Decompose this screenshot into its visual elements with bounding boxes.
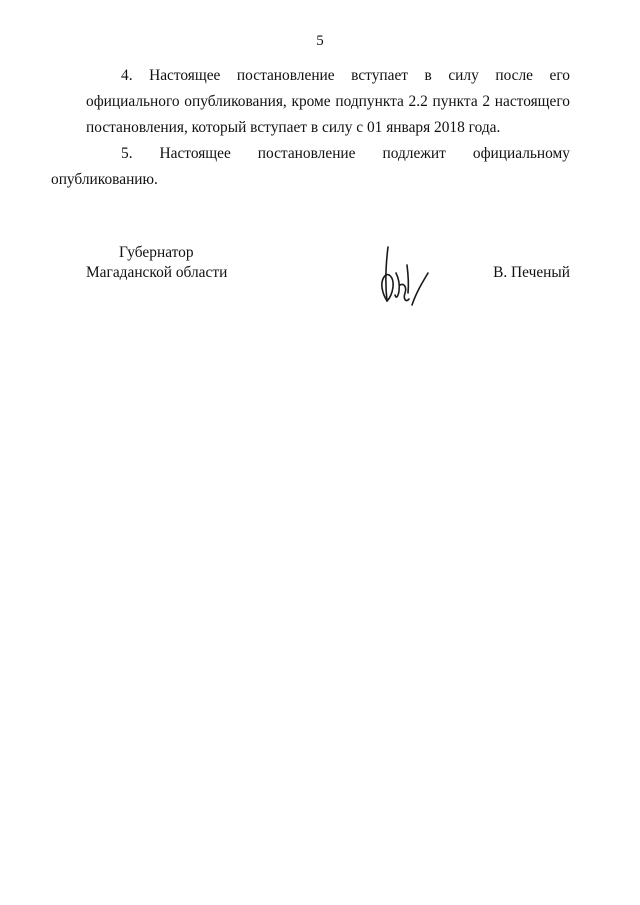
paragraph-5-main: 5. Настоящее постановление подлежит официальному [121, 145, 570, 162]
paragraph-4: 4. Настоящее постановление вступает в силу после его официального опубликования, кроме подпункта 2.2 пункта 2 настоящего постановления, который вступает в силу с 01 января 2018 года. [86, 67, 570, 136]
paragraph-5-tail: опубликованию. [51, 171, 158, 188]
signatory-position-line-2: Магаданской области [86, 264, 228, 281]
signatory-position-line-1: Губернатор [119, 244, 194, 261]
signature-block [86, 243, 570, 323]
handwritten-signature-icon [376, 243, 436, 313]
paragraph-5 [51, 141, 570, 193]
signatory-name: В. Печеный [493, 264, 570, 281]
document-body [51, 63, 570, 193]
page-number: 5 [316, 33, 324, 49]
